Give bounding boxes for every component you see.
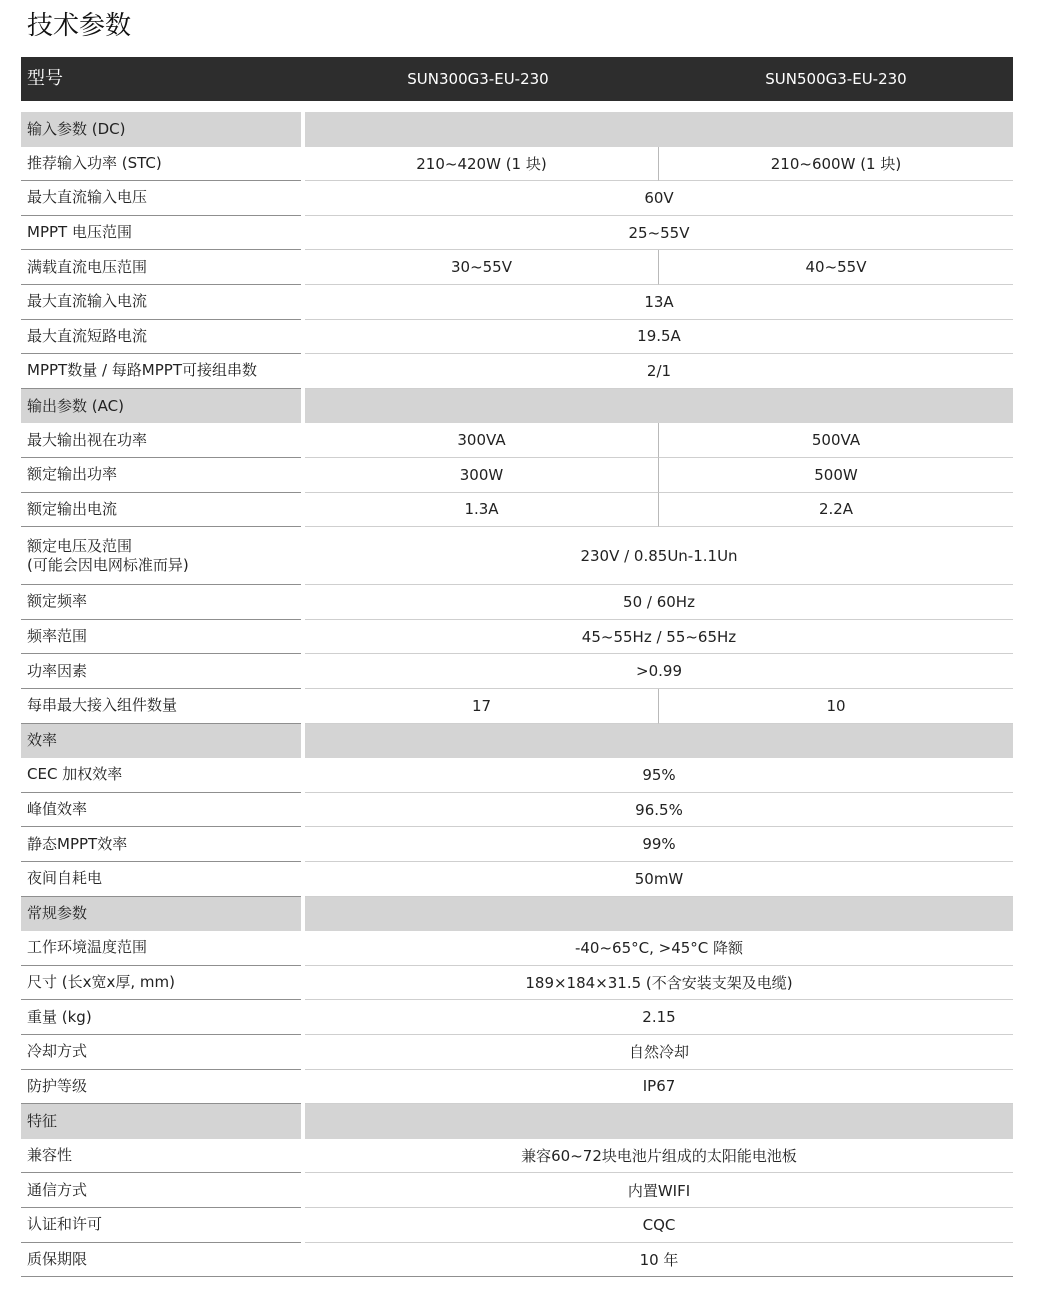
cell-value-model-1: 300W [305,458,659,493]
cell-value-model-2: 40~55V [659,250,1013,285]
cell-value-shared: 99% [305,827,1013,862]
section-header-row [21,724,1013,759]
cell-value-model-2: 210~600W (1 块) [659,147,1013,182]
cell-value-model-1: 210~420W (1 块) [305,147,659,182]
table-row [21,354,1013,389]
table-row [21,216,1013,251]
section-fill [305,389,1013,424]
section-fill [305,897,1013,932]
cell-value-shared: CQC [305,1208,1013,1243]
table-row [21,966,1013,1001]
cell-value-shared: 25~55V [305,216,1013,251]
cell-value-model-2: 500VA [659,423,1013,458]
table-row [21,285,1013,320]
section-label: 输入参数 (DC) [21,112,301,147]
model-name-1: SUN300G3-EU-230 [407,70,549,88]
row-label: 满载直流电压范围 [21,250,301,285]
section-label: 输出参数 (AC) [21,389,301,424]
section-fill [305,1104,1013,1139]
table-row [21,758,1013,793]
cell-value-model-1: 1.3A [305,493,659,528]
row-label: 通信方式 [21,1173,301,1208]
section-label: 特征 [21,1104,301,1139]
table-row [21,931,1013,966]
cell-value-shared: IP67 [305,1070,1013,1105]
row-label: 额定频率 [21,585,301,620]
cell-value-model-2: 10 [659,689,1013,724]
section-fill [305,112,1013,147]
section-header-row [21,389,1013,424]
table-row [21,147,1013,182]
row-label: 每串最大接入组件数量 [21,689,301,724]
table-row [21,493,1013,528]
section-header-row [21,897,1013,932]
table-row [21,423,1013,458]
row-label: 最大直流短路电流 [21,320,301,355]
cell-value-model-1: 30~55V [305,250,659,285]
row-label: 重量 (kg) [21,1000,301,1035]
section-header-row [21,1104,1013,1139]
cell-value-model-2: 2.2A [659,493,1013,528]
cell-value-model-2: 500W [659,458,1013,493]
row-label: MPPT数量 / 每路MPPT可接组串数 [21,354,301,389]
section-header-row [21,112,1013,147]
table-row [21,320,1013,355]
table-row [21,1070,1013,1105]
table-row [21,1139,1013,1174]
row-label [21,527,301,585]
row-label: 最大输出视在功率 [21,423,301,458]
cell-value-shared: 2/1 [305,354,1013,389]
table-row [21,827,1013,862]
cell-value-shared: 13A [305,285,1013,320]
cell-value-model-1: 300VA [305,423,659,458]
table-row [21,585,1013,620]
row-label: 峰值效率 [21,793,301,828]
row-label-lines [27,537,189,575]
table-row [21,250,1013,285]
table-row [21,181,1013,216]
row-label: 频率范围 [21,620,301,655]
row-label: 质保期限 [21,1243,301,1278]
cell-value-shared: 60V [305,181,1013,216]
row-label: 静态MPPT效率 [21,827,301,862]
table-row [21,527,1013,585]
row-label: 尺寸 (长x宽x厚, mm) [21,966,301,1001]
table-row [21,1243,1013,1278]
row-label: 冷却方式 [21,1035,301,1070]
cell-value-shared: 50mW [305,862,1013,897]
cell-value-shared: 45~55Hz / 55~65Hz [305,620,1013,655]
cell-value-shared: 10 年 [305,1243,1013,1278]
row-label: 最大直流输入电压 [21,181,301,216]
cell-value-shared: 19.5A [305,320,1013,355]
row-label: 推荐输入功率 (STC) [21,147,301,182]
cell-value-shared: 兼容60~72块电池片组成的太阳能电池板 [305,1139,1013,1174]
table-row [21,689,1013,724]
table-row [21,1173,1013,1208]
cell-value-shared: 96.5% [305,793,1013,828]
table-row [21,620,1013,655]
row-label-line: 额定电压及范围 [27,536,133,555]
row-label-note: (可能会因电网标准而异) [27,555,189,574]
row-label: 额定输出功率 [21,458,301,493]
table-row [21,1035,1013,1070]
row-label: 兼容性 [21,1139,301,1174]
section-fill [305,724,1013,759]
row-label: 认证和许可 [21,1208,301,1243]
page-title: 技术参数 [27,11,132,41]
section-label: 效率 [21,724,301,759]
cell-value-model-1: 17 [305,689,659,724]
row-label: CEC 加权效率 [21,758,301,793]
model-label: 型号 [27,68,63,89]
cell-value-shared: 230V / 0.85Un-1.1Un [305,527,1013,585]
row-label: 工作环境温度范围 [21,931,301,966]
row-label: 额定输出电流 [21,493,301,528]
cell-value-shared: -40~65°C, >45°C 降额 [305,931,1013,966]
cell-value-shared: 95% [305,758,1013,793]
cell-value-shared: 内置WIFI [305,1173,1013,1208]
row-label: 功率因素 [21,654,301,689]
cell-value-shared: 2.15 [305,1000,1013,1035]
row-label: MPPT 电压范围 [21,216,301,251]
table-row [21,654,1013,689]
row-label: 最大直流输入电流 [21,285,301,320]
cell-value-shared: >0.99 [305,654,1013,689]
table-header [21,57,1013,101]
cell-value-shared: 50 / 60Hz [305,585,1013,620]
row-label: 防护等级 [21,1070,301,1105]
table-row [21,1000,1013,1035]
table-row [21,458,1013,493]
table-row [21,1208,1013,1243]
row-label: 夜间自耗电 [21,862,301,897]
table-row [21,862,1013,897]
table-row [21,793,1013,828]
table-bottom-rule [21,1276,1013,1277]
section-label: 常规参数 [21,897,301,932]
model-name-2: SUN500G3-EU-230 [765,70,907,88]
cell-value-shared: 自然冷却 [305,1035,1013,1070]
cell-value-shared: 189×184×31.5 (不含安装支架及电缆) [305,966,1013,1001]
